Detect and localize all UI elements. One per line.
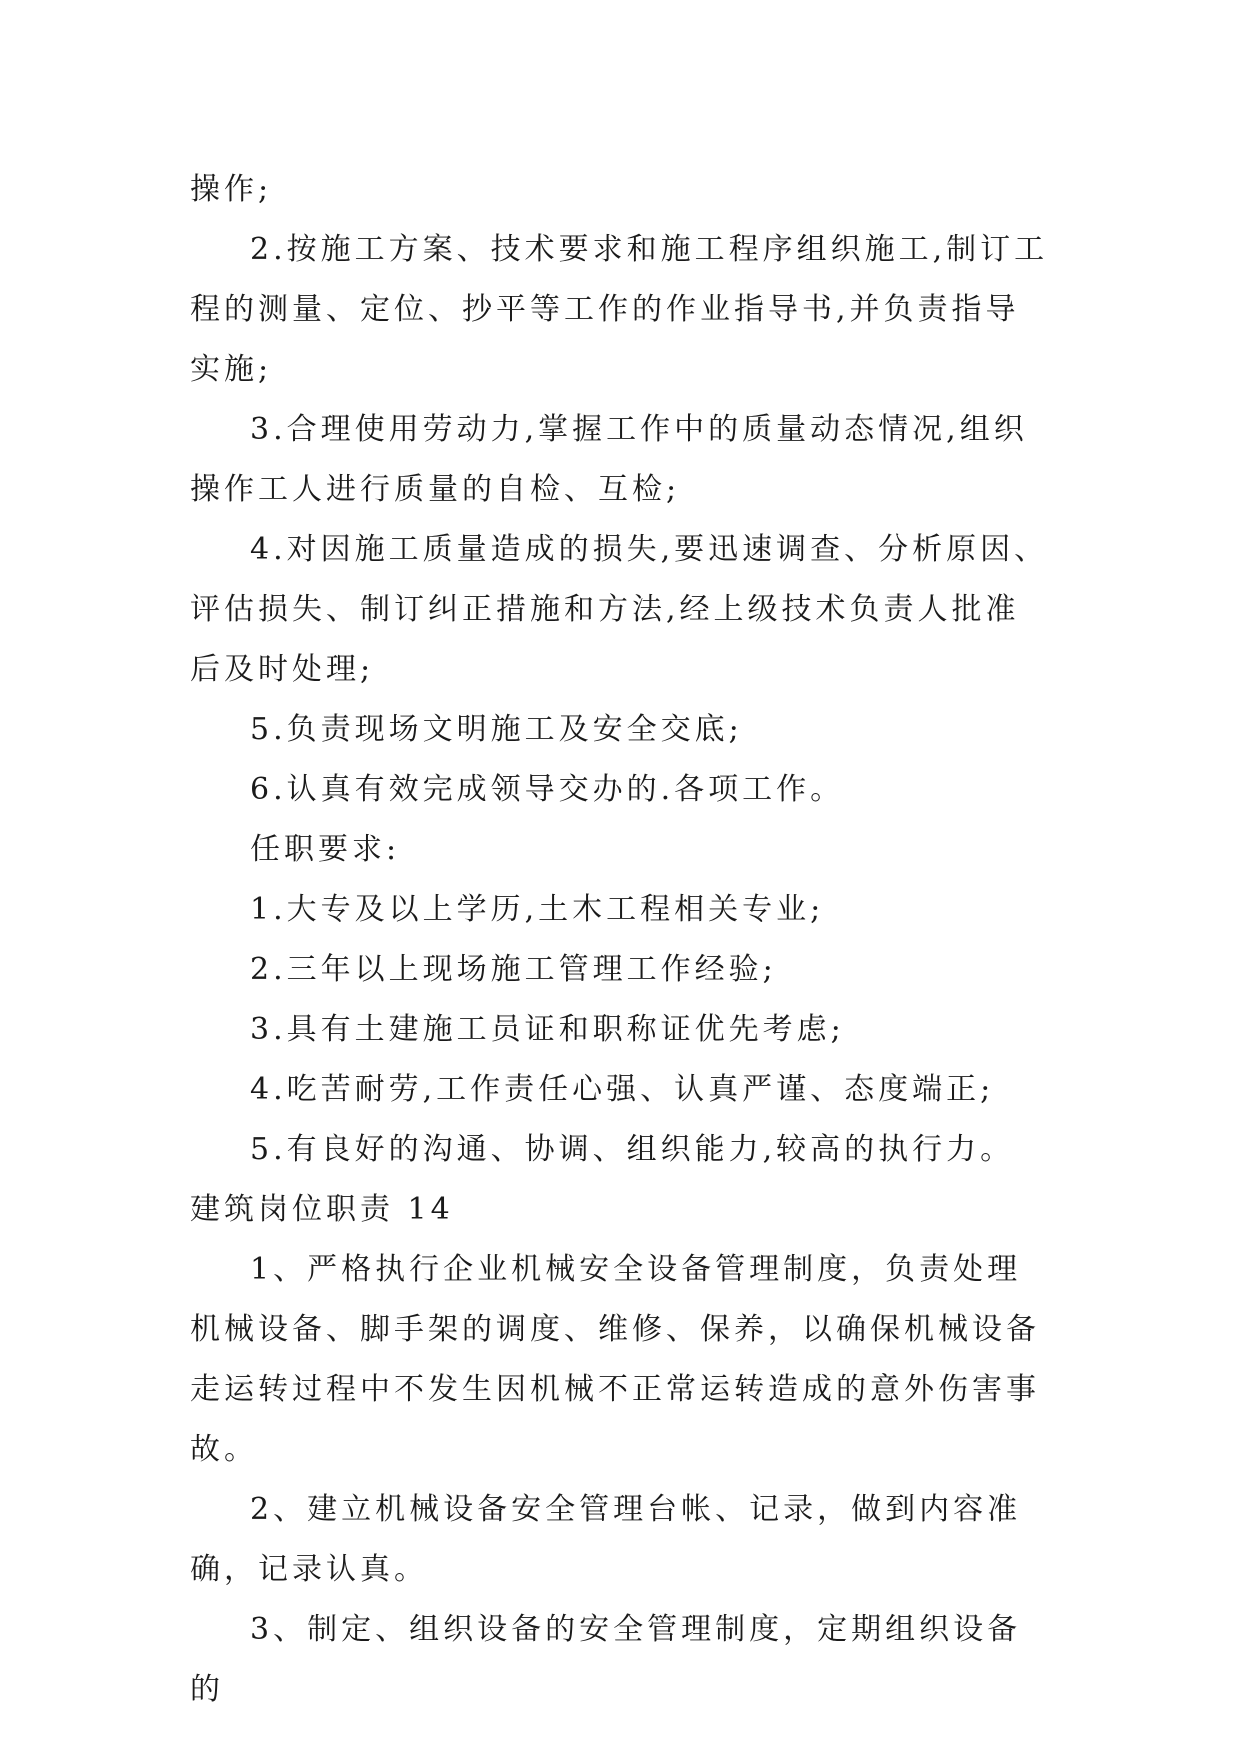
requirement-5: 5.有良好的沟通、协调、组织能力,较高的执行力。 [250,1132,1015,1167]
paragraph-duty-3: 3.合理使用劳动力,掌握工作中的质量动态情况,组织操作工人进行质量的自检、互检; [190,412,1028,507]
document-body [190,160,1050,1720]
requirement-2: 2.三年以上现场施工管理工作经验; [250,952,777,987]
paragraph-machinery-3: 3、制定、组织设备的安全管理制度，定期组织设备的 [190,1612,1022,1707]
requirement-1: 1.大专及以上学历,土木工程相关专业; [250,892,825,927]
requirement-3: 3.具有土建施工员证和职称证优先考虑; [250,1012,845,1047]
paragraph-duty-5: 5.负责现场文明施工及安全交底; [250,712,743,747]
paragraph-duty-2: 2.按施工方案、技术要求和施工程序组织施工,制订工程的测量、定位、抄平等工作的作业指导书,并负责指导实施; [190,232,1049,387]
section-title: 建筑岗位职责 14 [190,1192,454,1227]
requirements-heading: 任职要求: [250,832,401,867]
paragraph-duty-6: 6.认真有效完成领导交办的.各项工作。 [250,772,845,807]
paragraph-continuation: 操作; [190,172,273,207]
paragraph-duty-4: 4.对因施工质量造成的损失,要迅速调查、分析原因、评估损失、制订纠正措施和方法,经上级技术负责人批准后及时处理; [190,532,1049,687]
paragraph-machinery-2: 2、建立机械设备安全管理台帐、记录，做到内容准确，记录认真。 [190,1492,1022,1587]
requirement-4: 4.吃苦耐劳,工作责任心强、认真严谨、态度端正; [250,1072,995,1107]
paragraph-machinery-1: 1、严格执行企业机械安全设备管理制度，负责处理机械设备、脚手架的调度、维修、保养，以确保机械设备走运转过程中不发生因机械不正常运转造成的意外伤害事故。 [190,1252,1040,1467]
